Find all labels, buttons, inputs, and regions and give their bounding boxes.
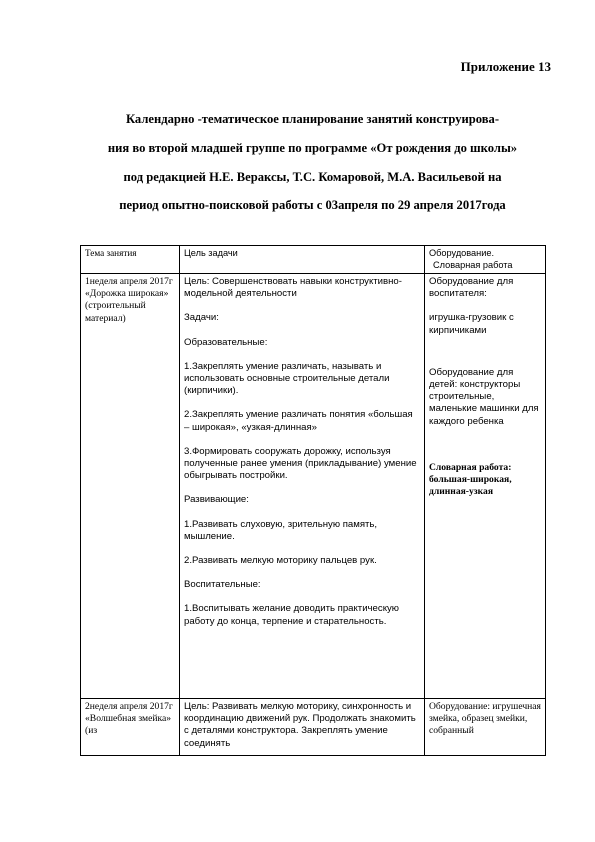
row1-topic: 1неделя апреля 2017г «Дорожка широкая» (строительный материал)	[81, 274, 180, 699]
title-line-1: Календарно -тематическое планирование занятий конструирова-	[125, 112, 500, 126]
row2-topic: 2неделя апреля 2017г «Волшебная змейка» (из	[81, 699, 180, 756]
goal-line: 1.Развивать слуховую, зрительную память, мышление.	[184, 518, 378, 542]
header-goal: Цель задачи	[180, 246, 425, 274]
goal-line: 2.Развивать мелкую моторику пальцев рук.	[184, 555, 377, 567]
goal-line: 2.Закреплять умение различать понятия «большая – широкая», «узкая-длинная»	[184, 409, 413, 433]
header-equipment-line2: Словарная работа	[433, 259, 513, 270]
row1-goal	[180, 274, 425, 699]
title-line-3: под редакцией Н.Е. Вераксы, Т.С. Комаровой, М.А. Васильевой на	[123, 170, 502, 184]
goal-line: 3.Формировать сооружать дорожку, используя полученные ранее умения (прикладывание) умение обыгрывать постройки.	[184, 445, 417, 482]
goal-line: 1.Воспитывать желание доводить практическую работу до конца, терпение и старательность.	[184, 603, 399, 627]
appendix-label: Приложение 13	[460, 59, 551, 74]
header-equipment-line1: Оборудование.	[429, 248, 495, 258]
equipment-line: Оборудование для воспитателя:	[429, 276, 514, 300]
table-header-row	[81, 246, 546, 274]
header-topic: Тема занятия	[81, 246, 180, 274]
table-row	[81, 274, 546, 699]
row2-equipment: Оборудование: игрушечная змейка, образец змейки, собранный	[425, 699, 546, 756]
goal-line: Воспитательные:	[184, 579, 261, 591]
row1-equipment	[425, 274, 546, 699]
title-line-2: ния во второй младшей группе по программе «От рождения до школы»	[107, 141, 518, 155]
goal-line: Развивающие:	[184, 494, 249, 506]
title-line-4: период опытно-поисковой работы с 03апреля по 29 апреля 2017года	[119, 198, 506, 212]
equipment-line: игрушка-грузовик с кирпичиками	[429, 312, 514, 336]
vocabulary-work: Словарная работа: большая-широкая, длинная-узкая	[429, 461, 512, 498]
goal-line: Цель: Совершенствовать навыки конструктивно-модельной деятельности	[184, 276, 402, 300]
equipment-line: Оборудование для детей: конструкторы строительные, маленькие машинки для каждого ребенка	[429, 366, 539, 427]
goal-line: 1.Закреплять умение различать, называть и использовать основные строительные детали (кирпичики).	[184, 360, 390, 397]
header-equipment	[425, 246, 546, 274]
goal-line: Задачи:	[184, 312, 219, 324]
goal-line: Образовательные:	[184, 336, 268, 348]
row2-goal: Цель: Развивать мелкую моторику, синхронность и координацию движений рук. Продолжать знакомить с деталями конструктора. Закреплять умение соединять	[180, 699, 425, 756]
planning-table	[80, 245, 546, 756]
table-row	[81, 699, 546, 756]
